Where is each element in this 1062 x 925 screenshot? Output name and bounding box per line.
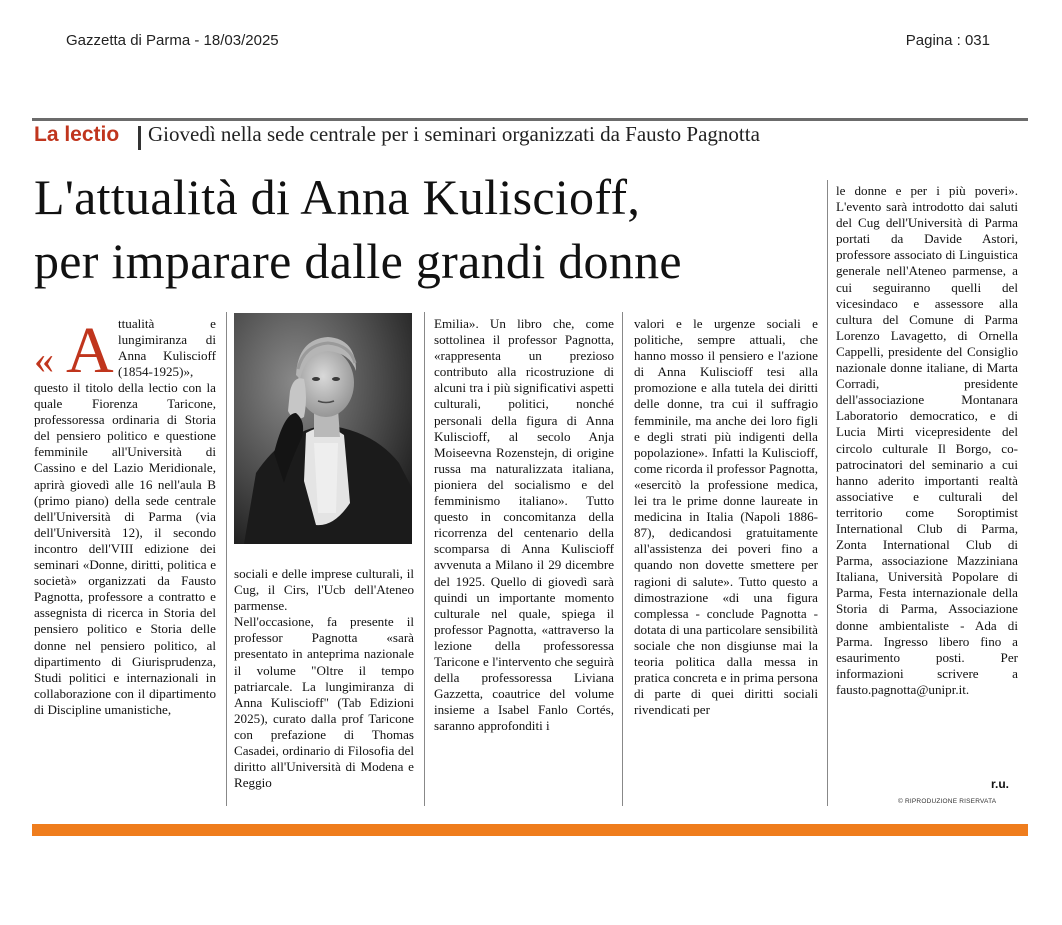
section-kicker: La lectio — [34, 123, 120, 146]
opening-quote-mark: « — [34, 337, 54, 382]
anna-kuliscioff-portrait — [234, 313, 412, 544]
column-2-paragraph-2: Nell'occasione, fa presente il professor Pagnotta «sarà presentato in anteprima nazionale il volume "Oltre il tempo patriarcale. La lungimiranza di Anna Kuliscioff" (Tab Edizioni 2025), curato dalla prof Taricone con prefazione di Thomas Casadei, ordinario di Filosofia del diritto all'Università di Modena e Reggio — [234, 614, 414, 791]
column-2 — [234, 566, 414, 808]
column-divider — [622, 312, 623, 806]
author-signature: r.u. — [991, 777, 1010, 791]
column-3 — [434, 316, 614, 808]
kicker-rule — [32, 118, 1028, 121]
column-3-text: Emilia». Un libro che, come sottolinea il professor Pagnotta, «rappresenta un prezioso contributo alla ricostruzione di alcuni tra i più significativi aspetti culturali, politici, nonché personali della figura di Anna Kuliscioff, al secolo Anja Moiseevna Rozenstejn, di origine russa ma naturalizzata italiana, pioniera del socialismo e del femminismo italiano». Tutto questo in concomitanza della ricorrenza del centenario della scomparsa di Anna Kuliscioff avvenuta a Milano il 29 dicembre del 1925. Quello di giovedì sarà quindi un importante momento culturale nel quale, spiega il professor Pagnotta, «attraverso la lezione della professoressa Taricone e l'intervento che seguirà della professoressa Liviana Gazzetta, coautrice del volume insieme a Isabel Fanlo Cortés, saranno approfonditi i — [434, 316, 614, 734]
lead-text: ttualità e lungimiranza di Anna Kuliscioff (1854-1925)», — [118, 316, 216, 380]
page-number: Pagina : 031 — [905, 32, 990, 49]
column-1-text: questo il titolo della lectio con la quale Fiorenza Taricone, professoressa ordinaria di Storia del pensiero politico e questione femminile all'Università di Cassino e del Lazio Meridionale, aprirà giovedì alle 16 nell'aula B (primo piano) della sede centrale dell'Università di Parma (via dell'Università 12), il secondo incontro dell'VIII edizione dei seminari «Donne, diritti, politica e società» organizzati da Fausto Pagnotta, professore a contratto e assegnista di ricerca in Storia del pensiero politico e Storia delle donne nel pensiero politico, al dipartimento di Giurisprudenza, Studi politici e internazionali in collaborazione con il dipartimento di Discipline umanistiche, — [34, 380, 216, 717]
column-divider — [424, 312, 425, 806]
article-subtitle: Giovedì nella sede centrale per i seminari organizzati da Fausto Pagnotta — [148, 122, 760, 146]
article-headline — [34, 165, 682, 293]
column-5 — [836, 183, 1018, 773]
column-4 — [634, 316, 818, 808]
column-2-paragraph-1: sociali e delle imprese culturali, il Cug, il Cirs, l'Ucb dell'Ateneo parmense. — [234, 566, 414, 614]
column-5-text: le donne e per i più poveri». L'evento sarà introdotto dai saluti del Cug dell'Università di Parma portati da Davide Astori, professore associato di Linguistica generale nell'Ateneo parmense, a cui seguiranno quelli del vicesindaco e assessore alla cultura del Comune di Parma Lorenzo Lavagetto, di Ornella Cappelli, presidente del Consiglio nazionale donne italiane, di Marta Corradi, presidente dell'associazione Montanara Laboratorio democratico, e di Lucia Mirti vicepresidente del circolo culturale Il Borgo, co-patrocinatori del seminario a cui hanno aderito importanti realtà associative e culturali del territorio come Soroptimist International Club di Parma, Zonta International Club di Parma, associazione Mazziniana Italiana, Università Popolare di Parma, Festa internazionale della Storia di Parma, Associazione donne ambientaliste - Ada di Parma. Ingresso libero fino a esaurimento posti. Per informazioni scrivere a fausto.pagnotta@unipr.it. — [836, 183, 1018, 697]
newspaper-source: Gazzetta di Parma - 18/03/2025 — [66, 32, 279, 49]
column-divider — [226, 312, 227, 806]
copyright-notice: © RIPRODUZIONE RISERVATA — [898, 798, 997, 805]
column-4-text: valori e le urgenze sociali e politiche, sempre attuali, che hanno mosso il pensiero e l'azione di Anna Kuliscioff tesi alla promozione e alla tutela dei diritti delle donne, tra cui il suffragio femminile, ma anche dei loro figli e degli strati più indigenti della popolazione». Infatti la Kuliscioff, come ricorda il professor Pagnotta, «esercitò la professione medica, lei tra le prime donne laureate in medicina in Italia (Napoli 1886-87), dedicandosi gratuitamente all'assistenza dei poveri fino a quando non dovette smettere per ragioni di salute». Tutto questo a dimostrazione «di una figura complessa - conclude Pagnotta - dotata di una particolare sensibilità sociale che non disgiunse mai la teoria politica dalla messa in pratica concreta e in prima persona di parte di quei diritti sociali rivendicati per — [634, 316, 818, 718]
headline-line-1: L'attualità di Anna Kuliscioff, — [34, 169, 641, 225]
column-1 — [34, 380, 216, 808]
headline-line-2: per imparare dalle grandi donne — [34, 233, 682, 289]
column-divider — [827, 180, 828, 806]
footer-bar — [32, 824, 1028, 836]
kicker-separator — [138, 126, 141, 150]
drop-cap: A — [66, 314, 114, 387]
